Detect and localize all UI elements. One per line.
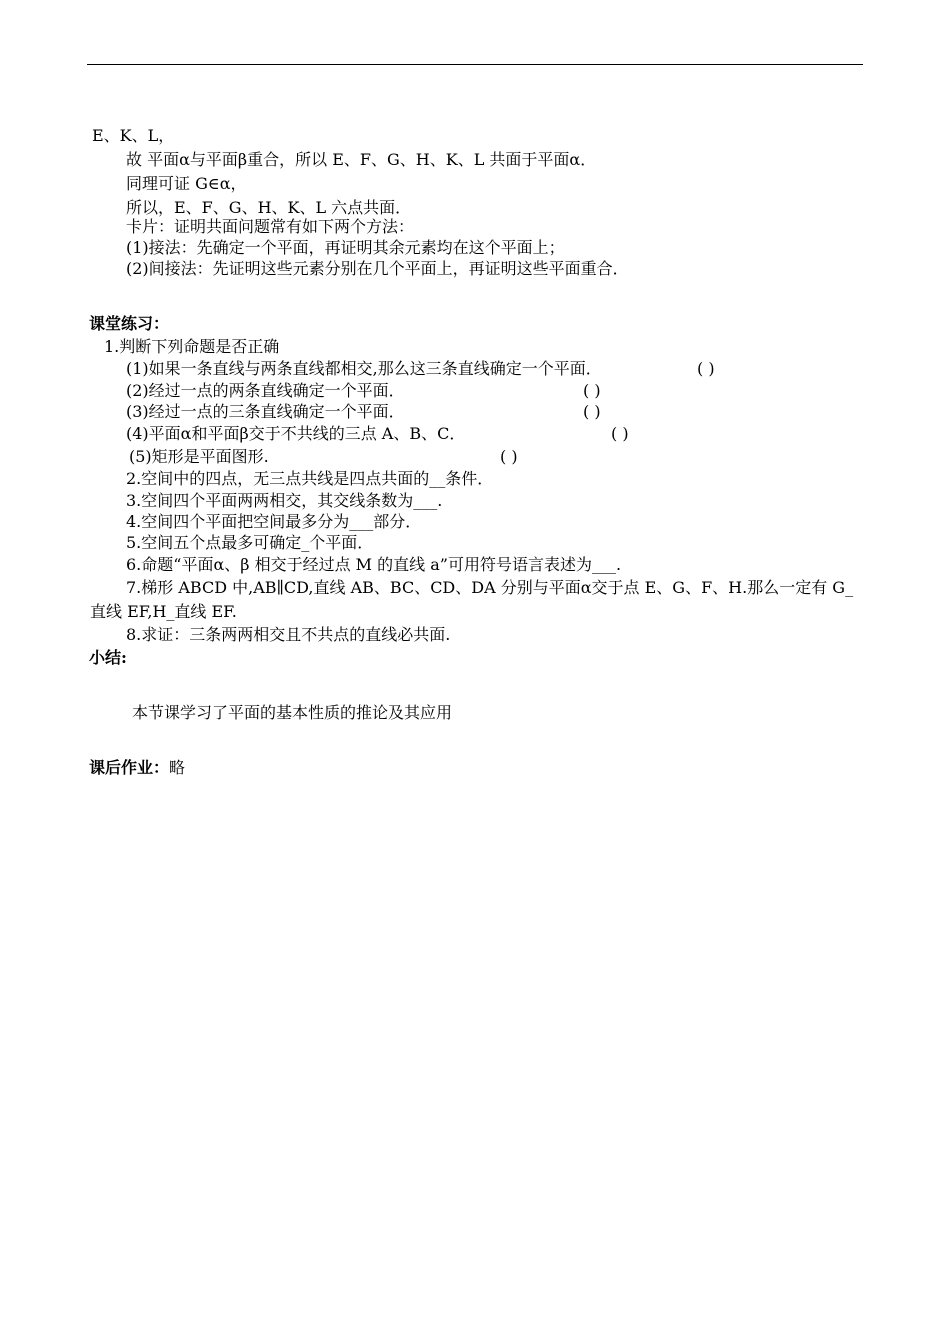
summary-text: 本节课学习了平面的基本性质的推论及其应用: [132, 703, 453, 722]
method-direct: (1)接法：先确定一个平面，再证明其余元素均在这个平面上；: [126, 238, 565, 257]
summary-heading: 小结:: [89, 648, 127, 667]
question-1: 1.判断下列命题是否正确: [104, 337, 280, 356]
method-indirect: (2)间接法：先证明这些元素分别在几个平面上，再证明这些平面重合．: [126, 259, 629, 278]
question-1-1: (1)如果一条直线与两条直线都相交,那么这三条直线确定一个平面．: [126, 359, 602, 378]
proof-line-4: 所以，E、F、G、H、K、L 六点共面．: [126, 198, 412, 217]
question-1-2: (2)经过一点的两条直线确定一个平面．: [126, 381, 405, 400]
answer-paren: ( ): [583, 381, 601, 400]
question-8: 8.求证：三条两两相交且不共点的直线必共面.: [126, 625, 451, 644]
homework-text: 略: [169, 758, 186, 777]
question-7-text: 7.梯形 ABCD 中,AB∥CD,直线 AB、BC、CD、DA 分别与平面α交于点 E、G、F、H.那么一定有 G_直线 EF,H_直线 EF.: [90, 578, 854, 621]
practice-heading: 课堂练习：: [89, 314, 170, 333]
question-3: 3.空间四个平面两两相交，其交线条数为___.: [126, 491, 443, 510]
header-rule: [87, 64, 863, 65]
proof-line-1: E、K、L，: [92, 126, 175, 145]
answer-paren: ( ): [500, 447, 518, 466]
question-1-5: (5)矩形是平面图形.: [129, 447, 269, 466]
proof-line-2: 故 平面α与平面β重合，所以 E、F、G、H、K、L 共面于平面α．: [126, 150, 597, 169]
card-heading: 卡片：证明共面问题常有如下两个方法：: [126, 217, 415, 236]
question-6: 6.命题“平面α、β 相交于经过点 M 的直线 a”可用符号语言表述为___.: [126, 555, 622, 574]
answer-paren: ( ): [697, 359, 715, 378]
proof-line-3: 同理可证 G∈α，: [126, 174, 247, 193]
question-7: [90, 576, 865, 624]
homework-heading: 课后作业：: [89, 758, 170, 777]
answer-paren: ( ): [583, 402, 601, 421]
homework-line: [89, 757, 185, 779]
answer-paren: ( ): [611, 424, 629, 443]
question-1-4: (4)平面α和平面β交于不共线的三点 A、B、C．: [126, 424, 466, 443]
question-2: 2.空间中的四点，无三点共线是四点共面的__条件．: [126, 469, 494, 488]
question-1-3: (3)经过一点的三条直线确定一个平面．: [126, 402, 405, 421]
question-5: 5.空间五个点最多可确定_个平面．: [126, 533, 374, 552]
question-4: 4.空间四个平面把空间最多分为___部分．: [126, 512, 422, 531]
